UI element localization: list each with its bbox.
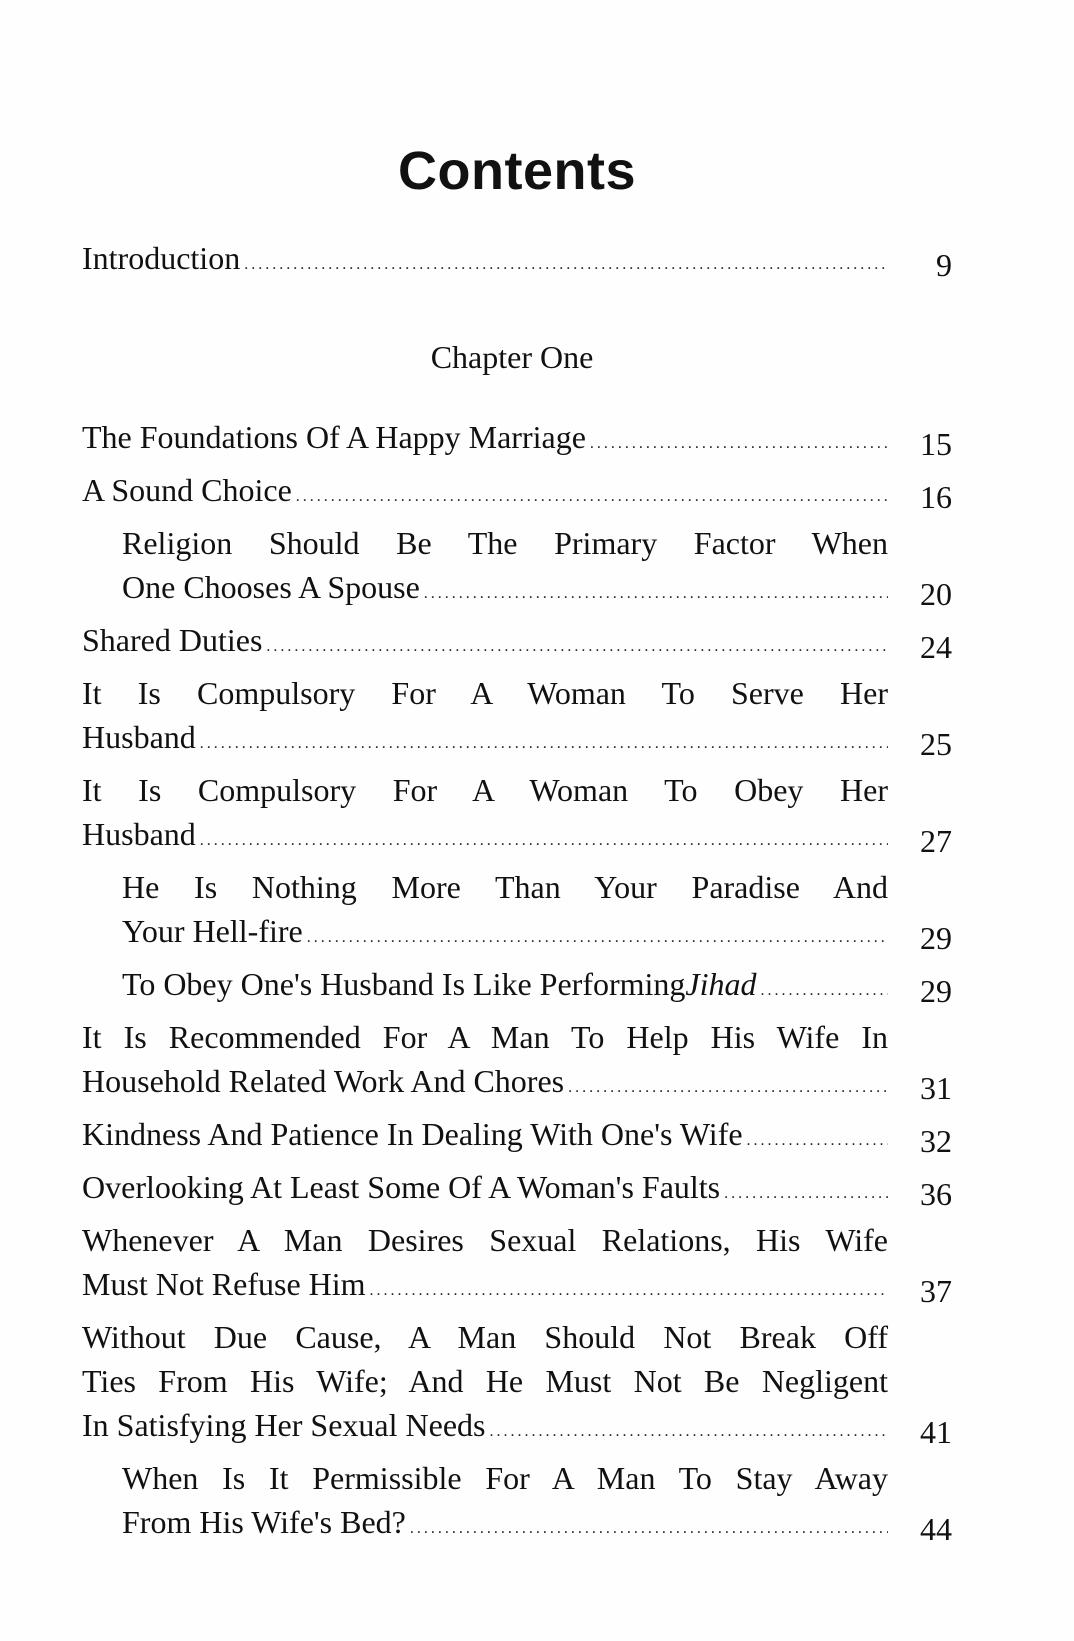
chapter-heading: Chapter One — [430, 339, 594, 375]
toc-entry-line: The Foundations Of A Happy Marriage — [82, 419, 586, 455]
toc-entry-line: Shared Duties — [82, 622, 263, 658]
toc-entry — [82, 768, 952, 863]
dot-leader — [761, 969, 888, 1013]
toc-entry-line: Ties From His Wife; And He Must Not Be Negligent — [82, 1363, 888, 1399]
toc-entry-line: When Is It Permissible For A Man To Stay Away — [122, 1460, 888, 1496]
toc-entry-line: In Satisfying Her Sexual Needs — [82, 1407, 486, 1443]
toc-entry-line: From His Wife's Bed? — [122, 1504, 406, 1540]
toc-entry-line: Must Not Refuse Him — [82, 1266, 366, 1302]
page-title: Contents — [398, 141, 636, 201]
dot-leader — [724, 1172, 888, 1216]
toc-entry — [82, 1456, 952, 1551]
dot-leader — [410, 1507, 888, 1551]
toc-entry-line: Husband — [82, 816, 196, 852]
dot-leader — [266, 625, 888, 669]
toc-page-number: 37 — [920, 1273, 952, 1309]
dot-leader — [307, 916, 888, 960]
dot-leader — [568, 1066, 888, 1110]
toc-entry-line: Religion Should Be The Primary Factor When — [122, 525, 888, 561]
dot-leader — [590, 422, 888, 466]
toc-entry-line: Overlooking At Least Some Of A Woman's Faults — [82, 1169, 721, 1205]
toc-entry — [82, 865, 952, 960]
toc-entry — [82, 962, 952, 1013]
toc-page-number: 31 — [920, 1070, 952, 1106]
toc-entry-introduction — [82, 236, 952, 287]
toc-entry-line: It Is Compulsory For A Woman To Serve Her — [82, 675, 888, 711]
toc-entry-line: Kindness And Patience In Dealing With One's Wife — [82, 1116, 743, 1152]
toc-entry-line: To Obey One's Husband Is Like Performing — [122, 966, 686, 1002]
toc-entry-list — [82, 415, 952, 1551]
dot-leader — [200, 819, 888, 863]
toc-entry — [82, 521, 952, 616]
toc-page-number: 15 — [920, 426, 952, 462]
dot-leader — [244, 243, 888, 287]
dot-leader — [200, 722, 888, 766]
toc-entry-line: It Is Compulsory For A Woman To Obey Her — [82, 772, 888, 808]
toc-page-number: 25 — [920, 726, 952, 762]
toc-entry-line: Without Due Cause, A Man Should Not Break Off — [82, 1319, 888, 1355]
toc-entry — [82, 1015, 952, 1110]
toc-page-number: 24 — [920, 629, 952, 665]
toc-entry — [82, 1112, 952, 1163]
dot-leader — [424, 572, 888, 616]
toc-entry — [82, 415, 952, 466]
toc-entry — [82, 618, 952, 669]
toc-entry — [82, 671, 952, 766]
toc-page-number: 29 — [920, 973, 952, 1009]
toc-page-number: 41 — [920, 1414, 952, 1450]
toc-entry — [82, 1218, 952, 1313]
toc-page-number: 27 — [920, 823, 952, 859]
dot-leader — [747, 1119, 888, 1163]
toc-entry-line: Household Related Work And Chores — [82, 1063, 565, 1099]
toc-page-number: 16 — [920, 479, 952, 515]
toc-page-number: 29 — [920, 920, 952, 956]
toc-entry-line: Your Hell-fire — [122, 913, 303, 949]
toc-entry-title: Introduction — [82, 240, 241, 276]
toc-entry — [82, 468, 952, 519]
toc-entry-line: He Is Nothing More Than Your Paradise And — [122, 869, 888, 905]
toc-page-number: 36 — [920, 1176, 952, 1212]
toc-entry-line: A Sound Choice — [82, 472, 292, 508]
table-of-contents — [82, 236, 952, 1553]
dot-leader — [370, 1269, 888, 1313]
toc-entry-line: One Chooses A Spouse — [122, 569, 420, 605]
toc-page-number: 32 — [920, 1123, 952, 1159]
toc-entry — [82, 1165, 952, 1216]
dot-leader — [489, 1410, 888, 1454]
toc-entry — [82, 1315, 952, 1454]
toc-entry-line: Husband — [82, 719, 196, 755]
toc-page-number: 20 — [920, 576, 952, 612]
toc-entry-line: Whenever A Man Desires Sexual Relations, His Wife — [82, 1222, 888, 1258]
dot-leader — [296, 475, 888, 519]
toc-entry-italic-term: Jihad — [685, 966, 757, 1002]
toc-entry-line: It Is Recommended For A Man To Help His Wife In — [82, 1019, 888, 1055]
toc-page-number: 9 — [936, 247, 952, 283]
toc-page-number: 44 — [920, 1511, 952, 1547]
